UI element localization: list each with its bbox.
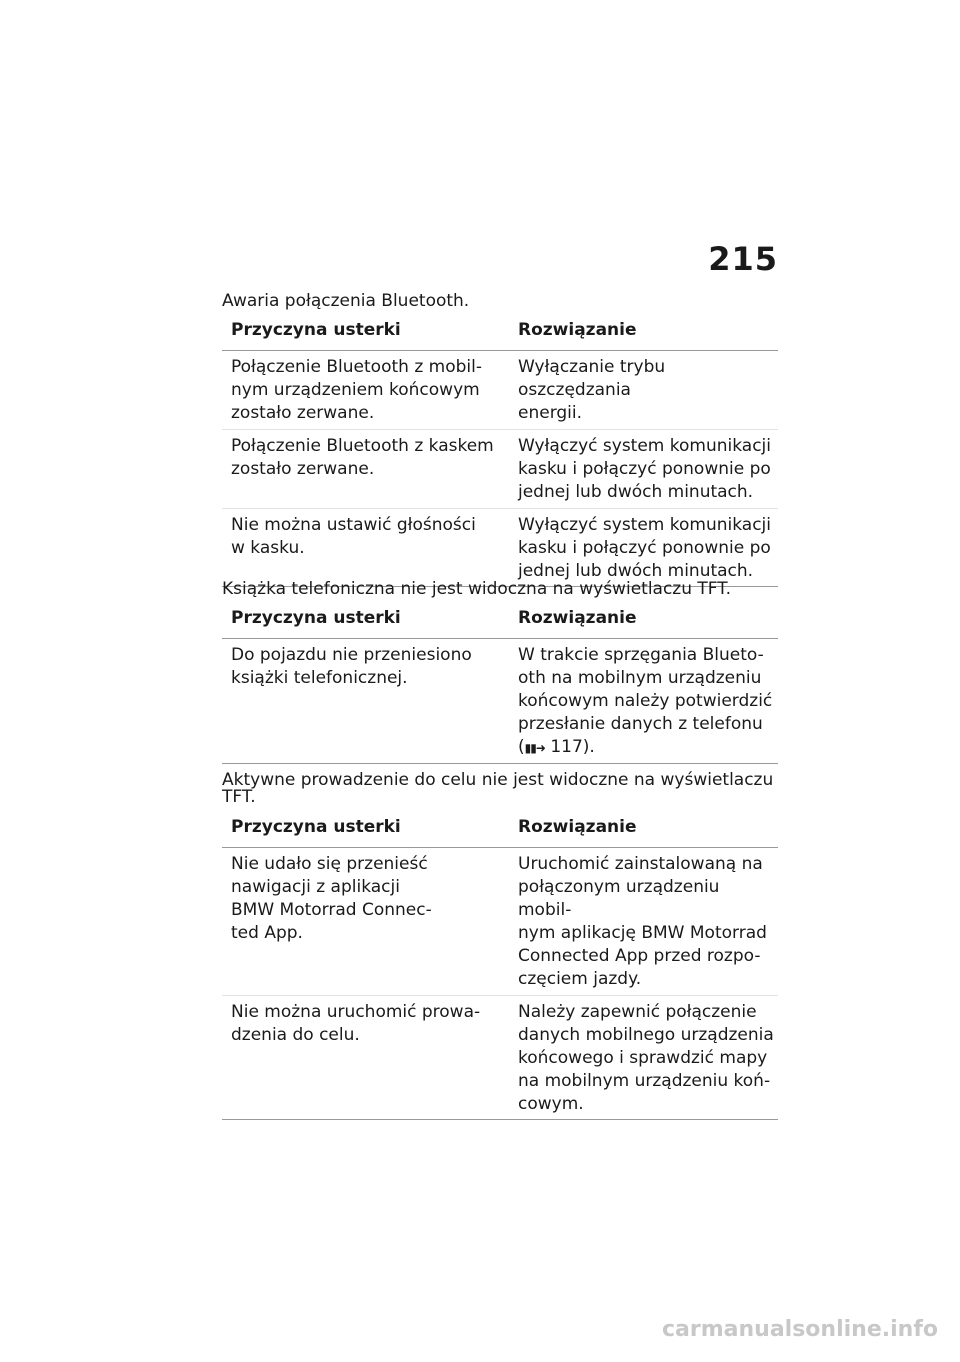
solution-text: W trakcie sprzęgania Blueto- oth na mobilnym urządzeniu końcowym należy potwierdzić przesłanie danych z telefonu [518, 645, 773, 734]
watermark: carmanualsonline.info [662, 1317, 938, 1342]
troubleshooting-table [222, 812, 778, 1120]
column-header-cause: Przyczyna usterki [222, 812, 509, 848]
solution-cell: Wyłączyć system komunikacji kasku i połączyć ponownie po jednej lub dwóch minutach. [509, 509, 778, 587]
table-row [222, 430, 778, 509]
column-header-cause: Przyczyna usterki [222, 315, 509, 351]
column-header-solution: Rozwiązanie [509, 315, 778, 351]
solution-cell: Należy zapewnić połączenie danych mobilnego urządzenia końcowego i sprawdzić mapy na mobilnym urządzeniu koń- cowym. [509, 996, 778, 1120]
solution-cell: Wyłączyć system komunikacji kasku i połączyć ponownie po jednej lub dwóch minutach. [509, 430, 778, 509]
arrow-right-icon: ▮▮➜ [524, 741, 545, 755]
troubleshooting-table [222, 315, 778, 587]
troubleshooting-table [222, 603, 778, 764]
section-title: Awaria połączenia Bluetooth. [222, 291, 470, 311]
section-bluetooth [222, 291, 778, 587]
cause-cell: Nie można ustawić głośności w kasku. [222, 509, 509, 587]
table-row [222, 509, 778, 587]
cause-cell: Połączenie Bluetooth z kaskem zostało zerwane. [222, 430, 509, 509]
column-header-solution: Rozwiązanie [509, 603, 778, 639]
section-navigation [222, 772, 778, 1120]
table-row [222, 351, 778, 430]
column-header-cause: Przyczyna usterki [222, 603, 509, 639]
table-row [222, 996, 778, 1120]
solution-cell: Wyłączanie trybu oszczędzania energii. [509, 351, 778, 430]
cause-cell: Do pojazdu nie przeniesiono książki telefonicznej. [222, 639, 509, 764]
page-reference[interactable]: 117 [550, 737, 583, 757]
page-number: 215 [708, 240, 778, 278]
section-title: Książka telefoniczna nie jest widoczna na wyświetlaczu TFT. [222, 579, 732, 599]
cause-cell: Połączenie Bluetooth z mobil- nym urządzeniem końcowym zostało zerwane. [222, 351, 509, 430]
solution-cell: W trakcie sprzęgania Blueto- oth na mobilnym urządzeniu końcowym należy potwierdzić przesłanie danych z telefonu (▮▮➜ 117). [509, 639, 778, 764]
cause-cell: Nie można uruchomić prowa- dzenia do celu. [222, 996, 509, 1120]
solution-cell: Uruchomić zainstalowaną na połączonym urządzeniu mobil- nym aplikację BMW Motorrad Connected App przed rozpo- częciem jazdy. [509, 848, 778, 996]
table-row [222, 639, 778, 764]
section-phonebook [222, 579, 778, 764]
cause-cell: Nie udało się przenieść nawigacji z aplikacji BMW Motorrad Connec- ted App. [222, 848, 509, 996]
table-row [222, 848, 778, 996]
section-title: Aktywne prowadzenie do celu nie jest widoczne na wyświetlaczu TFT. [222, 770, 774, 807]
column-header-solution: Rozwiązanie [509, 812, 778, 848]
